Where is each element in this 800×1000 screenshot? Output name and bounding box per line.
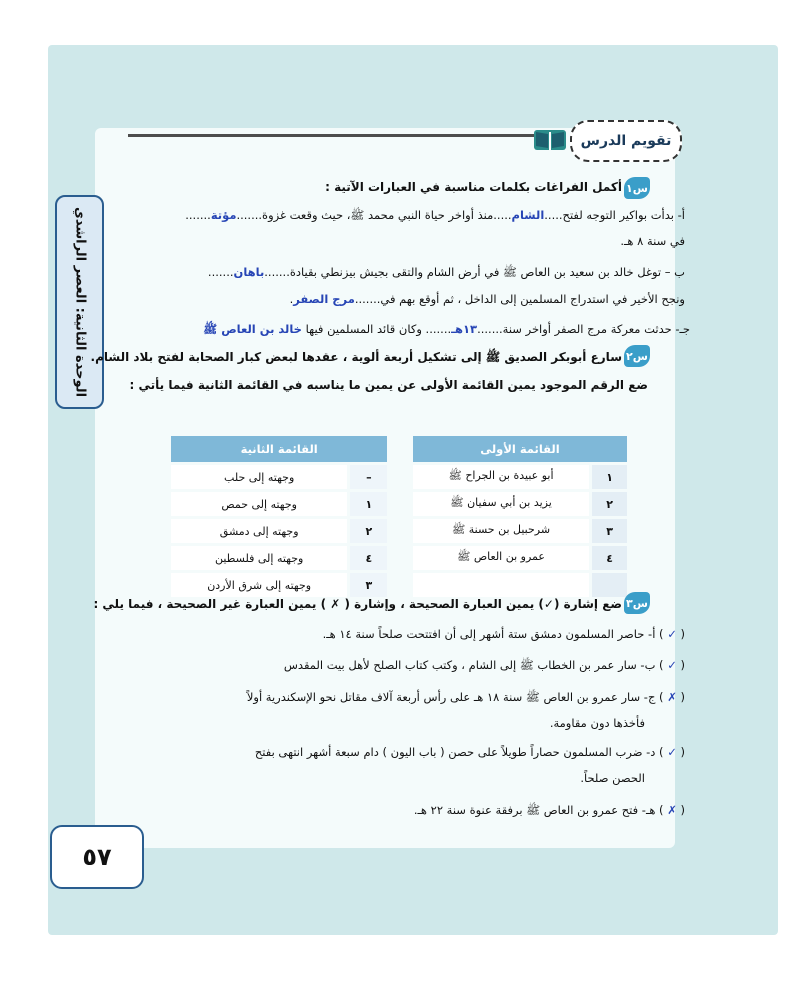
q3-item-c-line2: فأخذها دون مقاومة. bbox=[549, 716, 645, 730]
question-3-badge: س٣ bbox=[624, 592, 650, 614]
matching-table-header bbox=[171, 436, 627, 462]
question-2-line1: سارع أبوبكر الصديق ﷺ إلى تشكيل أربعة ألوية ، عقدها لبعض كبار الصحابة لفتح بلاد الشام. bbox=[90, 350, 622, 364]
question-2-badge: س٢ bbox=[624, 345, 650, 367]
answer-blank[interactable]: ١٣هـ bbox=[451, 322, 478, 336]
question-3-prompt: ضع إشارة (✓) يمين العبارة الصحيحة ، وإشارة ( ✗ ) يمين العبارة غير الصحيحة ، فيما يلي : bbox=[93, 597, 622, 611]
row-number: ٣ bbox=[592, 519, 627, 543]
answer-blank[interactable]: مرج الصفر bbox=[293, 292, 355, 306]
row-number bbox=[592, 573, 627, 597]
table-row bbox=[171, 465, 627, 489]
question-1-badge: س١ bbox=[624, 177, 650, 199]
second-list-cell: وجهته إلى حمص bbox=[171, 492, 347, 516]
header-rule bbox=[128, 134, 540, 137]
cross-mark-icon[interactable]: ✗ bbox=[667, 803, 677, 817]
table-row bbox=[171, 519, 627, 543]
answer-cell[interactable]: – bbox=[350, 465, 387, 489]
table-row bbox=[171, 546, 627, 570]
answer-blank[interactable]: خالد بن العاص ﷺ bbox=[203, 322, 302, 336]
second-list-cell: وجهته إلى دمشق bbox=[171, 519, 347, 543]
q3-item-c: ( ✗ ) ج- سار عمرو بن العاص ﷺ سنة ١٨ هـ على رأس أربعة آلاف مقاتل نحو الإسكندرية أولاً bbox=[246, 690, 685, 704]
first-list-cell: شرحبيل بن حسنة ﷺ bbox=[413, 519, 589, 543]
q1-item-b-line2: ونجح الأخير في استدراج المسلمين إلى الداخل ، ثم أوقع بهم في.......مرج الصفر. bbox=[289, 292, 685, 306]
question-1-prompt: أكمل الفراغات بكلمات مناسبة في العبارات الآتية : bbox=[325, 180, 622, 194]
second-list-cell: وجهته إلى فلسطين bbox=[171, 546, 347, 570]
q3-item-b: ( ✓ ) ب- سار عمر بن الخطاب ﷺ إلى الشام ، وكتب كتاب الصلح لأهل بيت المقدس bbox=[283, 658, 685, 672]
answer-blank[interactable]: مؤتة bbox=[210, 208, 237, 222]
check-mark-icon[interactable]: ✓ bbox=[667, 745, 677, 759]
answer-cell[interactable]: ٢ bbox=[350, 519, 387, 543]
unit-side-tab bbox=[55, 195, 104, 409]
row-number: ٤ bbox=[592, 546, 627, 570]
matching-table bbox=[168, 433, 630, 600]
lesson-title: تقويم الدرس bbox=[570, 120, 682, 162]
unit-label: الوحدة الثانية: العصر الراشدي bbox=[72, 206, 87, 398]
q3-item-d-line2: الحصن صلحاً. bbox=[580, 771, 645, 785]
table-row bbox=[171, 573, 627, 597]
answer-cell[interactable]: ٣ bbox=[350, 573, 387, 597]
first-list-cell: يزيد بن أبي سفيان ﷺ bbox=[413, 492, 589, 516]
answer-blank[interactable]: باهان bbox=[233, 265, 265, 279]
answer-cell[interactable]: ٤ bbox=[350, 546, 387, 570]
check-mark-icon[interactable]: ✓ bbox=[667, 658, 677, 672]
first-list-cell bbox=[413, 573, 589, 597]
q1-item-b: ب – توغل خالد بن سعيد بن العاص ﷺ في أرض الشام والتقى بجيش بيزنطي بقيادة.......باهان....... bbox=[207, 265, 685, 279]
q3-item-a: ( ✓ ) أ- حاصر المسلمون دمشق ستة أشهر إلى أن افتتحت صلحاً سنة ١٤ هـ. bbox=[322, 627, 685, 641]
cross-mark-icon[interactable]: ✗ bbox=[667, 690, 677, 704]
question-2-line2: ضع الرقم الموجود يمين القائمة الأولى عن يمين ما يناسبه في القائمة الثانية فيما يأتي : bbox=[129, 378, 648, 392]
answer-cell[interactable]: ١ bbox=[350, 492, 387, 516]
book-icon bbox=[532, 124, 568, 154]
second-list-cell: وجهته إلى شرق الأردن bbox=[171, 573, 347, 597]
first-list-cell: عمرو بن العاص ﷺ bbox=[413, 546, 589, 570]
page-number: ٥٧ bbox=[50, 825, 144, 889]
q1-item-a: أ- بدأت بواكير التوجه لفتح.....الشام.....منذ أواخر حياة النبي محمد ﷺ، حيث وقعت غزوة.......مؤتة....... bbox=[185, 208, 685, 222]
answer-blank[interactable]: الشام bbox=[511, 208, 545, 222]
q1-item-c: جـ- حدثت معركة مرج الصفر أواخر سنة.......١٣هـ....... وكان قائد المسلمين فيها خالد بن العاص ﷺ bbox=[203, 322, 690, 336]
q3-item-e: ( ✗ ) هـ- فتح عمرو بن العاص ﷺ برفقة عنوة سنة ٢٢ هـ. bbox=[413, 803, 685, 817]
check-mark-icon[interactable]: ✓ bbox=[667, 627, 677, 641]
row-number: ١ bbox=[592, 465, 627, 489]
col1-header: القائمة الأولى bbox=[413, 436, 627, 462]
col2-header: القائمة الثانية bbox=[171, 436, 387, 462]
table-row bbox=[171, 492, 627, 516]
second-list-cell: وجهته إلى حلب bbox=[171, 465, 347, 489]
q1-item-a-line2: في سنة ٨ هـ. bbox=[620, 234, 685, 248]
first-list-cell: أبو عبيدة بن الجراح ﷺ bbox=[413, 465, 589, 489]
q3-item-d: ( ✓ ) د- ضرب المسلمون حصاراً طويلاً على حصن ( باب اليون ) دام سبعة أشهر انتهى بفتح bbox=[254, 745, 685, 759]
row-number: ٢ bbox=[592, 492, 627, 516]
